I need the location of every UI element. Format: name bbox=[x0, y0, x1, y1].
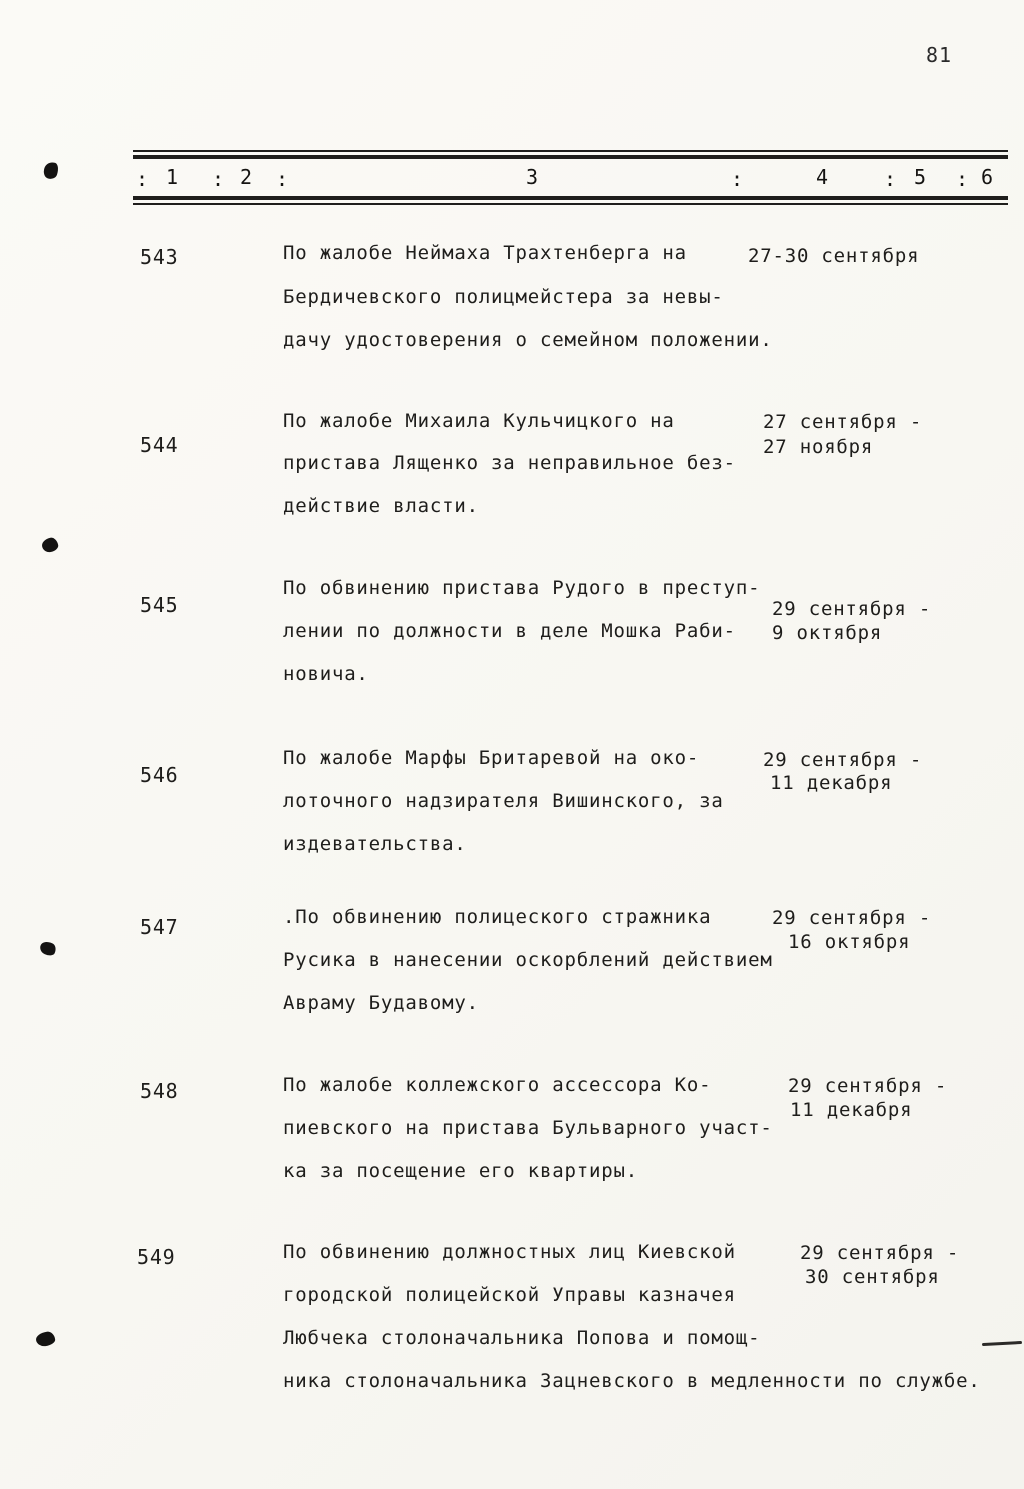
entry-line: Авраму Будавому. bbox=[283, 992, 479, 1014]
ink-blot bbox=[35, 1331, 56, 1348]
entry-line: По жалобе коллежского ассессора Ко- bbox=[283, 1074, 712, 1096]
entry-line: новича. bbox=[283, 663, 369, 685]
entry-line: пиевского на пристава Бульварного участ- bbox=[283, 1117, 773, 1139]
column-separator: : bbox=[136, 167, 149, 191]
entry-date: 29 сентября - bbox=[772, 598, 932, 620]
entry-number: 547 bbox=[140, 915, 179, 939]
page-number: 81 bbox=[926, 43, 953, 67]
column-number-1: 1 bbox=[166, 165, 179, 189]
ink-blot bbox=[38, 939, 58, 957]
ink-blot bbox=[42, 160, 61, 180]
entry-number: 548 bbox=[140, 1079, 179, 1103]
entry-number: 544 bbox=[140, 433, 179, 457]
entry-date: 27 сентября - bbox=[763, 411, 923, 433]
entry-line: действие власти. bbox=[283, 495, 479, 517]
entry-date: 11 декабря bbox=[790, 1099, 913, 1121]
ink-blot bbox=[41, 536, 60, 553]
margin-dash bbox=[982, 1341, 1022, 1346]
column-separator: : bbox=[212, 167, 225, 191]
entry-line: По обвинению пристава Рудого в преступ- bbox=[283, 577, 761, 599]
header-rule-top-thick bbox=[133, 155, 1008, 159]
column-number-4: 4 bbox=[816, 165, 829, 189]
entry-date: 29 сентября - bbox=[788, 1075, 948, 1097]
column-number-2: 2 bbox=[240, 165, 253, 189]
entry-number: 546 bbox=[140, 763, 179, 787]
entry-number: 545 bbox=[140, 593, 179, 617]
column-separator: : bbox=[956, 167, 969, 191]
entry-date: 27-30 сентября bbox=[748, 245, 920, 267]
entry-date: 16 октября bbox=[788, 931, 911, 953]
entry-date: 27 ноября bbox=[763, 436, 874, 458]
entry-line: По жалобе Неймаха Трахтенберга на bbox=[283, 242, 687, 264]
entry-line: Бердичевского полицмейстера за невы- bbox=[283, 286, 724, 308]
entry-line: По жалобе Михаила Кульчицкого на bbox=[283, 410, 675, 432]
entry-date: 29 сентября - bbox=[763, 749, 923, 771]
column-separator: : bbox=[276, 167, 289, 191]
header-rule-bottom-thick bbox=[133, 196, 1008, 200]
entry-line: городской полицейской Управы казначея bbox=[283, 1284, 736, 1306]
entry-date: 30 сентября bbox=[805, 1266, 940, 1288]
entry-line: Русика в нанесении оскорблений действием bbox=[283, 949, 773, 971]
entry-line: ка за посещение его квартиры. bbox=[283, 1160, 638, 1182]
entry-date: 9 октября bbox=[772, 622, 883, 644]
entry-date: 11 декабря bbox=[770, 772, 893, 794]
entry-line: ника столоначальника Зацневского в медленности по службе. bbox=[283, 1370, 981, 1392]
entry-line: лении по должности в деле Мошка Раби- bbox=[283, 620, 736, 642]
entry-date: 29 сентября - bbox=[800, 1242, 960, 1264]
header-rule-bottom-thin bbox=[133, 203, 1008, 205]
entry-line: издевательства. bbox=[283, 833, 467, 855]
entry-line: Любчека столоначальника Попова и помощ- bbox=[283, 1327, 761, 1349]
column-separator: : bbox=[731, 167, 744, 191]
entry-line: По обвинению должностных лиц Киевской bbox=[283, 1241, 736, 1263]
header-rule-top-thin bbox=[133, 150, 1008, 152]
column-number-5: 5 bbox=[914, 165, 927, 189]
column-number-3: 3 bbox=[526, 165, 539, 189]
entry-line: лоточного надзирателя Вишинского, за bbox=[283, 790, 724, 812]
entry-line: пристава Лященко за неправильное без- bbox=[283, 452, 736, 474]
entry-line: .По обвинению полицеского стражника bbox=[283, 906, 712, 928]
entry-number: 543 bbox=[140, 245, 179, 269]
entry-number: 549 bbox=[137, 1245, 176, 1269]
entry-line: дачу удостоверения о семейном положении. bbox=[283, 329, 773, 351]
column-separator: : bbox=[884, 167, 897, 191]
column-number-6: 6 bbox=[981, 165, 994, 189]
entry-line: По жалобе Марфы Бритаревой на око- bbox=[283, 747, 700, 769]
entry-date: 29 сентября - bbox=[772, 907, 932, 929]
